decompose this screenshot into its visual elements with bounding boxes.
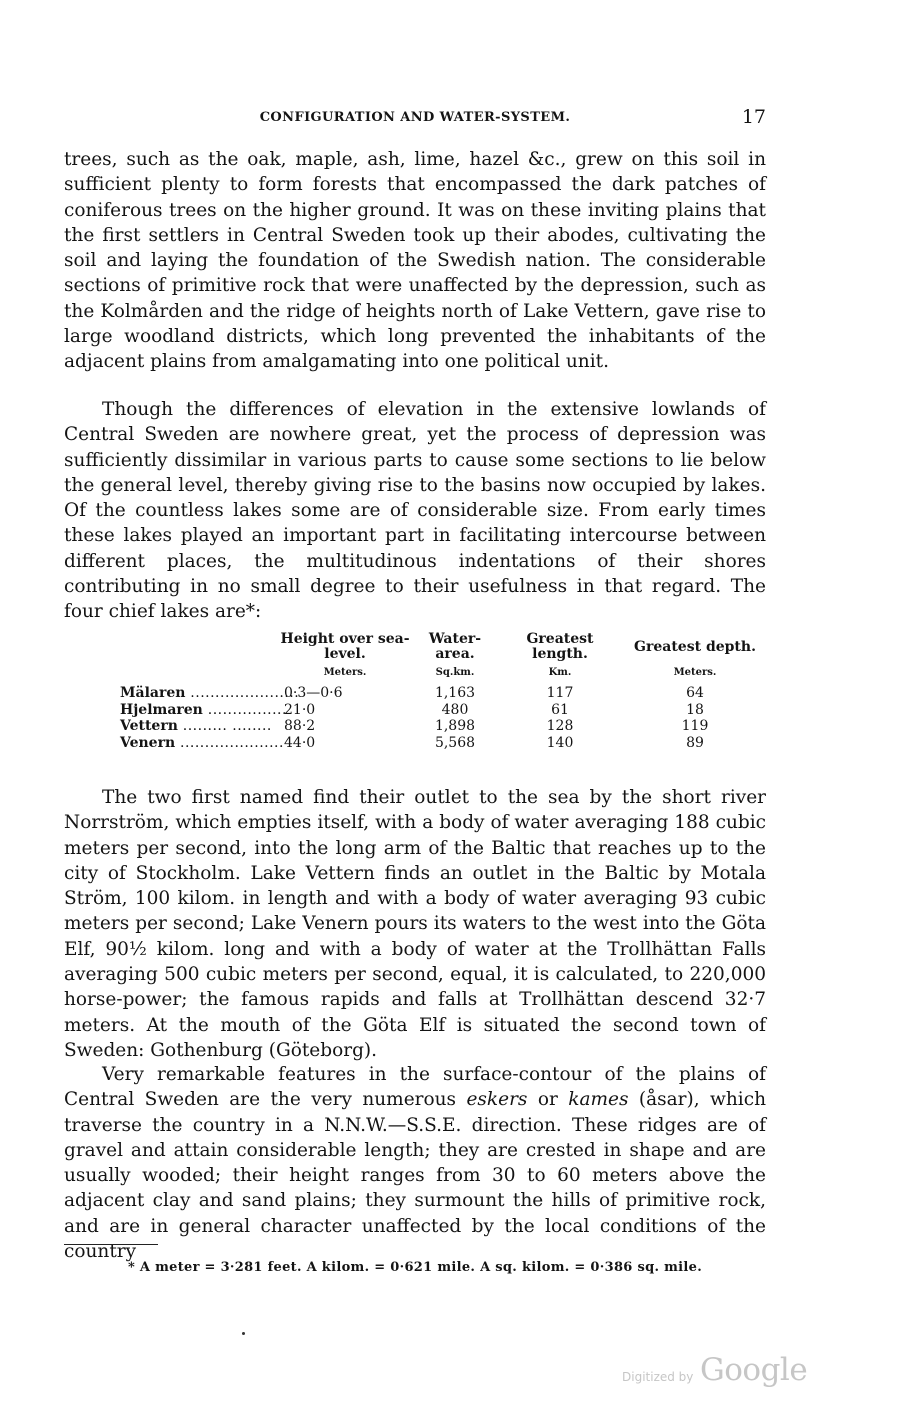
paragraph-eskers — [64, 1062, 766, 1264]
table-units-row — [120, 667, 770, 685]
leader-dots: ......... ........ — [182, 718, 272, 734]
footnote-rule — [64, 1244, 158, 1245]
table-header-row — [120, 632, 770, 667]
depth-cell: 89 — [686, 734, 704, 751]
length-cell: 61 — [551, 701, 569, 718]
units-depth: Meters. — [673, 667, 717, 678]
text-run: Very remarkable features in the surface-contour of the plains of Central Sweden are the very numerous — [64, 1064, 766, 1111]
height-cell: 21·0 — [284, 701, 316, 718]
units-area: Sq.km. — [435, 667, 475, 678]
header-area: Water-area. — [428, 631, 482, 662]
units-lake — [120, 667, 280, 685]
lake-name: Venern — [120, 734, 176, 751]
header-depth: Greatest depth. — [634, 638, 756, 655]
depth-cell: 64 — [686, 685, 704, 701]
paragraph-outlets — [64, 785, 766, 1063]
table-row — [120, 702, 770, 719]
units-length: Km. — [548, 667, 572, 678]
paragraph-lakes-intro — [64, 397, 766, 625]
area-cell: 1,898 — [434, 718, 476, 734]
footnote: * A meter = 3·281 feet. A kilom. = 0·621 mile. A sq. kilom. = 0·386 sq. mile. — [127, 1260, 703, 1275]
lake-name-cell — [120, 734, 284, 752]
depth-cell: 119 — [681, 718, 709, 734]
google-logo: Google — [700, 1352, 808, 1388]
table-row — [120, 735, 770, 752]
depth-cell: 18 — [686, 701, 704, 718]
paragraph-text: Though the differences of elevation in the extensive lowlands of Central Sweden are nowhere great, yet the process of depression was sufficiently dissimilar in various parts to cause some sections to lie below the general level, thereby giving rise to the basins now occupied by lakes. Of the countless lakes some are of considerable size. From early times these lakes played an important part in facilitating intercourse between different places, the multitudinous indentations of their shores contributing in no small degree to their usefulness in that regard. The four chief lakes are*: — [64, 399, 766, 623]
length-cell: 117 — [546, 685, 574, 701]
length-cell: 140 — [546, 734, 574, 751]
lake-name-cell — [120, 718, 280, 735]
units-height: Meters. — [323, 667, 367, 678]
length-cell: 128 — [546, 718, 574, 734]
digitized-watermark — [622, 1352, 812, 1392]
area-cell: 1,163 — [434, 685, 476, 701]
paragraph-text: trees, such as the oak, maple, ash, lime, hazel &c., grew on this soil in sufficient plenty to form forests that encompassed the dark patches of coniferous trees on the higher ground. It was on these inviting plains that the first settlers in Central Sweden took up their abodes, cultivating the soil and laying the foundation of the Swedish nation. The considerable sections of primitive rock that were unaffected by the depression, such as the Kolmården and the ridge of heights north of Lake Vettern, gave rise to large woodland districts, which long prevented the inhabitants of the adjacent plains from amalgamating into one political unit. — [64, 149, 766, 373]
header-height: Height over sea-level. — [280, 631, 410, 662]
paragraph-text — [64, 1062, 766, 1264]
stray-mark — [242, 1332, 245, 1335]
digitized-by-label: Digitized by — [622, 1370, 694, 1384]
term-kames: kames — [568, 1089, 629, 1111]
height-cell: 44·0 — [284, 734, 316, 751]
height-cell: 88·2 — [284, 718, 316, 734]
header-lake — [120, 632, 280, 667]
leader-dots: ................ — [207, 701, 287, 718]
area-cell: 480 — [441, 701, 469, 718]
lake-name: Mälaren — [120, 685, 186, 701]
table-row — [120, 685, 770, 702]
text-run: or — [527, 1089, 569, 1111]
lakes-table — [120, 632, 770, 751]
lake-name-cell — [120, 685, 300, 702]
lake-name-cell — [120, 701, 287, 719]
leader-dots: ...................... — [190, 685, 300, 701]
lake-name: Hjelmaren — [120, 701, 203, 718]
leader-dots: ..................... — [180, 734, 284, 751]
header-length: Greatest length. — [526, 631, 594, 662]
lake-name: Vettern — [120, 718, 178, 734]
area-cell: 5,568 — [434, 734, 476, 751]
term-eskers: eskers — [466, 1089, 528, 1111]
height-cell: 0·3—0·6 — [284, 685, 343, 701]
paragraph-trees-and-settlers — [64, 147, 766, 375]
text-run: (åsar), which traverse the country in a N.N.W.—S.S.E. direction. These ridges are of gravel and attain considerable length; they are crested in shape and are usually wooded; their height ranges from 30 to 60 meters above the adjacent clay and sand plains; they surmount the hills of primitive rock, and are in general character unaffected by the local conditions of the country — [64, 1089, 766, 1263]
table-row — [120, 718, 770, 735]
running-head — [64, 106, 766, 132]
running-head-title: CONFIGURATION AND WATER-SYSTEM. — [259, 110, 571, 125]
page-number: 17 — [741, 106, 766, 128]
paragraph-text: The two first named find their outlet to the sea by the short river Norrström, which empties itself, with a body of water averaging 188 cubic meters per second, into the long arm of the Baltic that reaches up to the city of Stockholm. Lake Vettern finds an outlet in the Baltic by Motala Ström, 100 kilom. in length and with a body of water averaging 93 cubic meters per second; Lake Venern pours its waters to the west into the Göta Elf, 90½ kilom. long and with a body of water at the Trollhättan Falls averaging 500 cubic meters per second, equal, it is calculated, to 220,000 horse-power; the famous rapids and falls at Trollhättan descend 32·7 meters. At the mouth of the Göta Elf is situated the second town of Sweden: Gothenburg (Göteborg). — [64, 787, 766, 1061]
